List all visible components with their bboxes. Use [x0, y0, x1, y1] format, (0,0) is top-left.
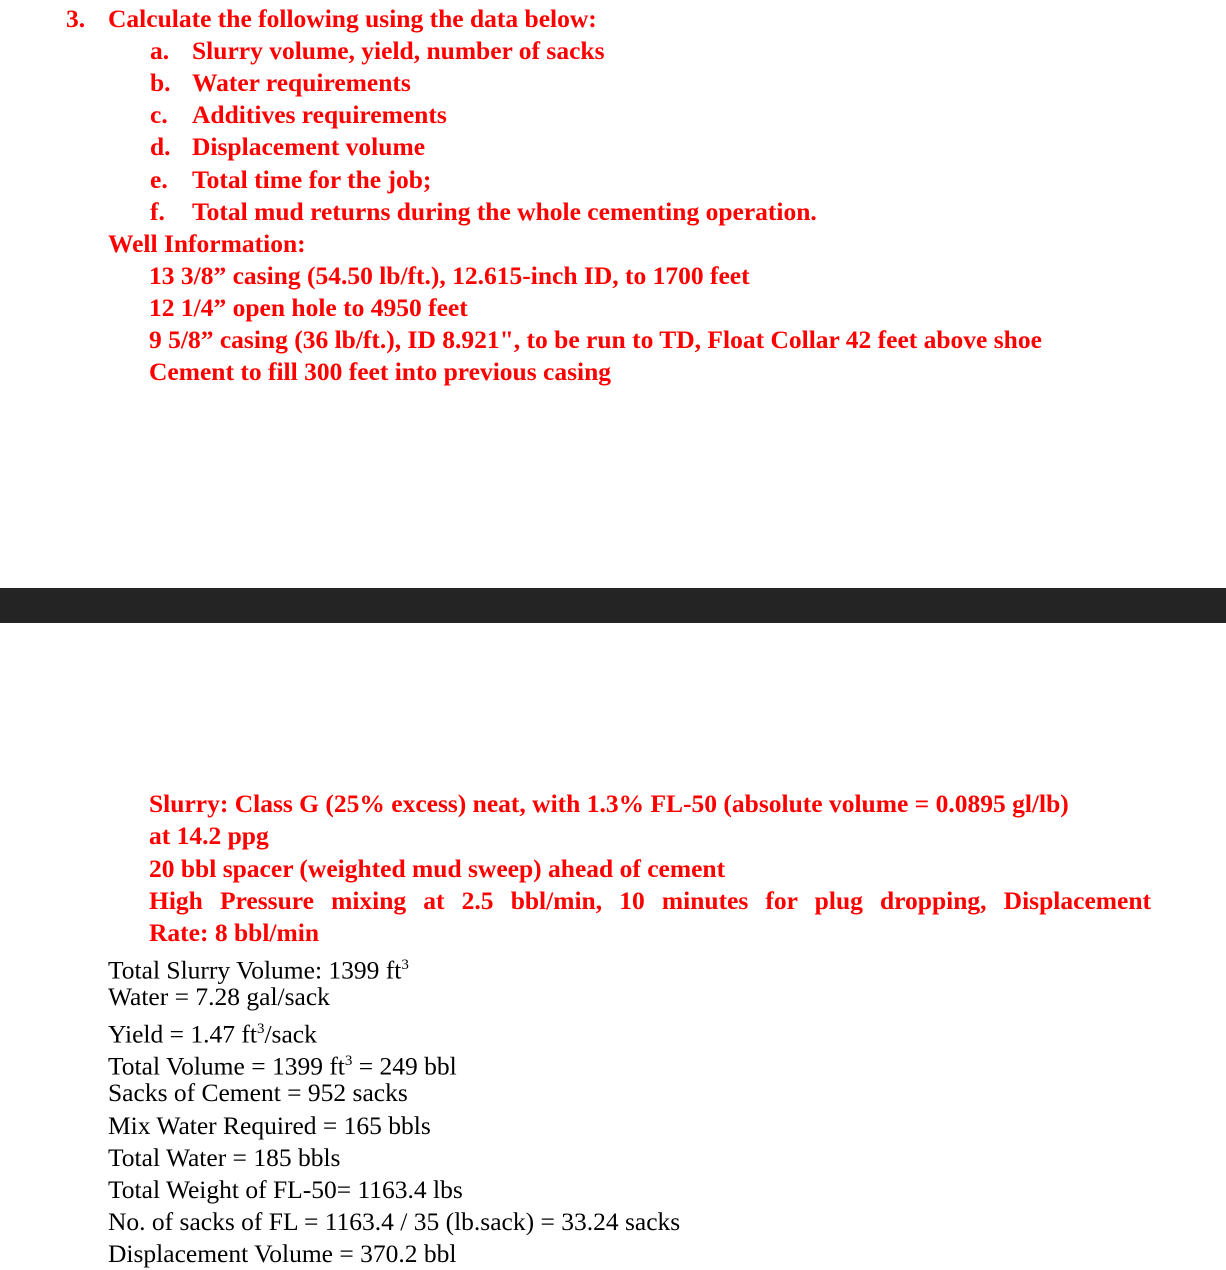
result-unit: = 249 bbl [352, 1051, 457, 1081]
list-item-marker: f. [150, 197, 165, 226]
list-item: Slurry volume, yield, number of sacks [192, 36, 605, 65]
well-info-line: 13 3/8” casing (54.50 lb/ft.), 12.615-inch ID, to 1700 feet [149, 261, 750, 290]
result-displacement-cut: Displacement Volume = 370.2 bbl [108, 1239, 457, 1268]
superscript: 3 [256, 1021, 265, 1037]
list-item: Total time for the job; [192, 165, 432, 194]
result-unit: /sack [264, 1019, 317, 1049]
slurry-info-line: at 14.2 ppg [149, 821, 269, 850]
list-item: Water requirements [192, 68, 411, 97]
result-sacks: Sacks of Cement = 952 sacks [108, 1078, 408, 1107]
slurry-info-line: 20 bbl spacer (weighted mud sweep) ahead of cement [149, 854, 726, 883]
question-number: 3. [66, 4, 86, 33]
well-info-line: Cement to fill 300 feet into previous casing [149, 357, 612, 386]
well-info-heading: Well Information: [108, 229, 306, 258]
result-mix-water: Mix Water Required = 165 bbls [108, 1111, 431, 1140]
well-info-line: 12 1/4” open hole to 4950 feet [149, 293, 468, 322]
list-item-marker: b. [150, 68, 171, 97]
list-item-marker: e. [150, 165, 168, 194]
list-item-marker: d. [150, 132, 171, 161]
slurry-info-line: High Pressure mixing at 2.5 bbl/min, 10 minutes for plug dropping, Displacement [149, 886, 1151, 915]
result-fl-sacks: No. of sacks of FL = 1163.4 / 35 (lb.sack) = 33.24 sacks [108, 1207, 681, 1236]
superscript: 3 [401, 957, 409, 973]
result-text: Total Volume = 1399 ft [108, 1051, 345, 1081]
slurry-info-line: Rate: 8 bbl/min [149, 918, 320, 947]
list-item: Displacement volume [192, 132, 426, 161]
slurry-info-line: Slurry: Class G (25% excess) neat, with 1.3% FL-50 (absolute volume = 0.0895 gl/lb) [149, 789, 1069, 818]
result-water: Water = 7.28 gal/sack [108, 982, 330, 1011]
superscript: 3 [344, 1053, 353, 1069]
page-divider [0, 588, 1226, 623]
list-item: Total mud returns during the whole cementing operation. [192, 197, 817, 226]
well-info-line: 9 5/8” casing (36 lb/ft.), ID 8.921", to be run to TD, Float Collar 42 feet above shoe [149, 325, 1042, 354]
question-title: Calculate the following using the data below: [108, 4, 597, 33]
list-item-marker: c. [150, 100, 168, 129]
list-item: Additives requirements [192, 100, 447, 129]
result-text: Total Slurry Volume: 1399 ft [108, 955, 402, 985]
result-text: Yield = 1.47 ft [108, 1019, 257, 1049]
result-total-water: Total Water = 185 bbls [108, 1143, 341, 1172]
list-item-marker: a. [150, 36, 170, 65]
result-fl50-weight: Total Weight of FL-50= 1163.4 lbs [108, 1175, 463, 1204]
